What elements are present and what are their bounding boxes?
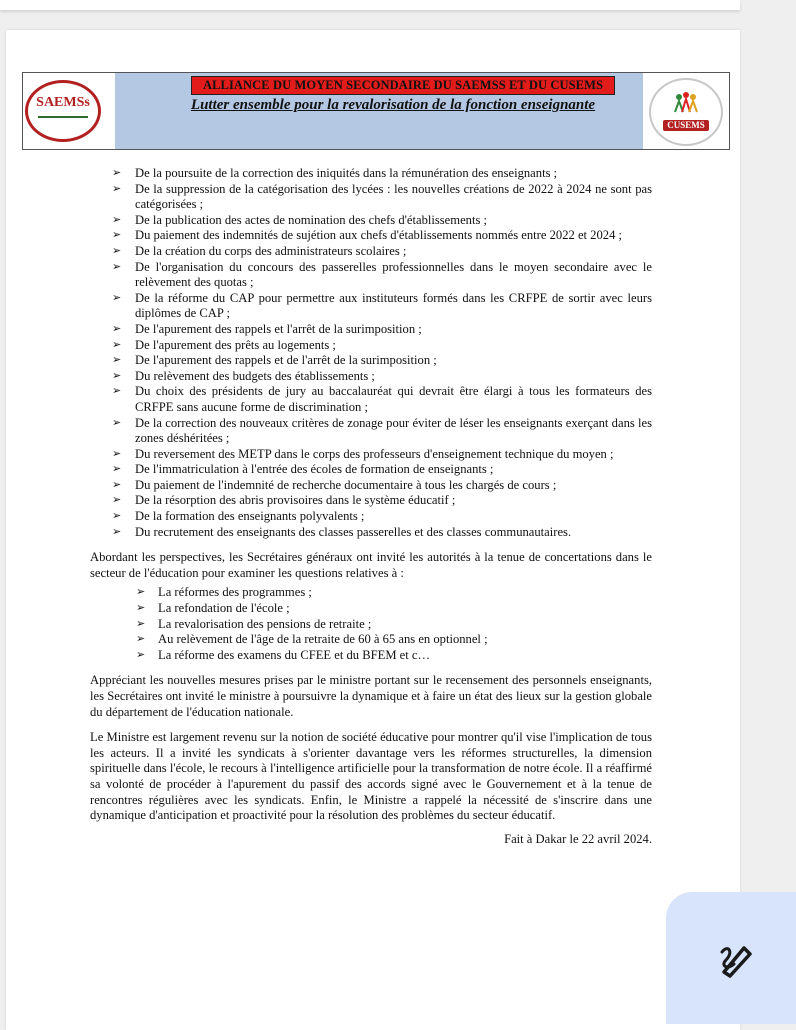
demand-item-text: Du reversement des METP dans le corps des professeurs d'enseignement technique du moyen ; (135, 446, 614, 461)
arrow-bullet-icon: ➢ (112, 213, 122, 226)
demand-item-text: De la résorption des abris provisoires dans le système éducatif ; (135, 493, 456, 508)
alliance-title: ALLIANCE DU MOYEN SECONDAIRE DU SAEMSS ET DU CUSEMS (191, 76, 615, 95)
arrow-bullet-icon: ➢ (112, 338, 122, 351)
arrow-bullet-icon: ➢ (112, 229, 122, 242)
perspective-item (136, 585, 652, 601)
arrow-bullet-icon: ➢ (112, 369, 122, 382)
slogan: Lutter ensemble pour la revalorisation de la fonction enseignante (190, 97, 596, 113)
demand-item-text: Du recrutement des enseignants des classes passerelles et des classes communautaires. (135, 524, 572, 539)
cusems-logo-label: CUSEMS (663, 120, 709, 131)
arrow-bullet-icon: ➢ (112, 244, 122, 257)
demand-item (112, 368, 652, 385)
arrow-bullet-icon: ➢ (112, 260, 122, 273)
arrow-bullet-icon: ➢ (136, 602, 146, 615)
demand-item-text: De la poursuite de la correction des iniquités dans la rémunération des enseignants ; (135, 166, 558, 180)
arrow-bullet-icon: ➢ (112, 291, 122, 304)
demand-item (112, 243, 652, 260)
arrow-bullet-icon: ➢ (112, 447, 122, 460)
demand-item-text: Du paiement des indemnités de sujétion aux chefs d'établissements nommés entre 2022 et 2024 ; (135, 228, 623, 243)
perspective-item-text: La refondation de l'école ; (158, 601, 290, 616)
arrow-bullet-icon: ➢ (112, 167, 122, 179)
demand-item (112, 228, 652, 244)
people-icon (673, 92, 699, 114)
edit-button[interactable] (666, 892, 796, 1024)
arrow-bullet-icon: ➢ (112, 416, 122, 429)
perspective-item-text: La réformes des programmes ; (158, 585, 312, 600)
previous-page-edge (0, 0, 740, 10)
demand-item-text: De la réforme du CAP pour permettre aux instituteurs formés dans les CRFPE de sortir avec leurs diplômes de CAP ; (135, 290, 652, 321)
perspective-item-text: La réforme des examens du CFEE et du BFEM et c… (158, 647, 431, 662)
demand-item (112, 181, 652, 213)
signature-line: Fait à Dakar le 22 avril 2024. (504, 831, 652, 846)
cusems-logo (649, 78, 723, 146)
arrow-bullet-icon: ➢ (136, 633, 146, 646)
demand-item (112, 259, 652, 291)
arrow-bullet-icon: ➢ (112, 385, 122, 398)
arrow-bullet-icon: ➢ (112, 182, 122, 195)
demand-item (112, 415, 652, 447)
demand-item (112, 462, 652, 478)
demand-item-text: De la suppression de la catégorisation des lycées : les nouvelles créations de 2022 à 2024 ne sont pas catégorisées ; (135, 181, 652, 212)
perspective-item (136, 616, 652, 633)
demand-item (112, 384, 652, 415)
demand-item-text: De la publication des actes de nomination des chefs d'établissements ; (135, 212, 487, 227)
arrow-bullet-icon: ➢ (112, 354, 122, 367)
perspectives-paragraph: Abordant les perspectives, les Secrétaires généraux ont invité les autorités à la tenue de concertations dans le secteur de l'éducation pour examiner les questions relatives à : (90, 550, 652, 580)
perspective-item (136, 601, 652, 617)
demand-item-text: De l'apurement des rappels et l'arrêt de la surimposition ; (135, 321, 422, 336)
arrow-bullet-icon: ➢ (112, 322, 122, 335)
demand-item (112, 493, 652, 509)
perspective-item-text: La revalorisation des pensions de retraite ; (158, 616, 372, 631)
arrow-bullet-icon: ➢ (112, 463, 122, 476)
arrow-bullet-icon: ➢ (136, 586, 146, 599)
arrow-bullet-icon: ➢ (112, 510, 122, 523)
demand-item (112, 509, 652, 525)
arrow-bullet-icon: ➢ (112, 525, 122, 538)
demand-item (112, 353, 652, 369)
demand-item-text: De la création du corps des administrateurs scolaires ; (135, 243, 407, 258)
demand-item (112, 166, 652, 182)
demand-item-text: Du choix des présidents de jury au baccalauréat qui devrait être élargi à tous les formateurs des CRFPE sans aucune forme de discrimination ; (135, 384, 652, 414)
demand-item-text: Du relèvement des budgets des établissements ; (135, 368, 375, 383)
perspective-item (136, 647, 652, 664)
appreciation-paragraph: Appréciant les nouvelles mesures prises par le ministre portant sur le recensement des personnels enseignants, les Secrétaires ont invité le ministre à poursuivre la dynamique et à faire un état des lieux sur la gestion globale du département de l'éducation nationale. (90, 673, 652, 719)
demand-item (112, 212, 652, 229)
minister-paragraph: Le Ministre est largement revenu sur la notion de société éducative pour montrer qu'il vise l'implication de tous les acteurs. Il a invité les syndicats à s'orienter davantage vers les réformes structurelles, la dimension spirituelle dans l'école, le recours à l'intelligence artificielle pour la transformation de notre école. Il a réaffirmé sa volonté de procéder à l'apurement du passif des accords signé avec le Gouvernement et à la tenue de rencontres régulières avec les syndicats. Enfin, le Ministre a rappelé la nécessité de s'inscrire dans une dynamique d'anticipation et proactivité pour la résolution des problèmes du secteur éducatif. (90, 730, 652, 823)
demand-item (112, 446, 652, 463)
demand-item-text: De l'apurement des prêts au logements ; (135, 337, 336, 352)
demand-item (112, 321, 652, 338)
saemss-logo-label: SAEMSs (36, 95, 90, 110)
demands-list (90, 166, 652, 540)
perspective-item (136, 632, 652, 648)
demand-item-text: De l'apurement des rappels et de l'arrêt de la surimposition ; (135, 353, 437, 368)
letterhead (22, 72, 730, 150)
document-body (90, 166, 652, 847)
demand-item (112, 290, 652, 322)
arrow-bullet-icon: ➢ (112, 494, 122, 507)
demand-item-text: De l'immatriculation à l'entrée des écoles de formation de enseignants ; (135, 462, 494, 477)
demand-item-text: De la correction des nouveaux critères de zonage pour éviter de léser les enseignants exerçant dans les zones déshéritées ; (135, 415, 652, 446)
logo-pen-mark (38, 116, 88, 118)
demand-item (112, 477, 652, 494)
perspective-item-text: Au relèvement de l'âge de la retraite de 60 à 65 ans en optionnel ; (158, 632, 488, 647)
arrow-bullet-icon: ➢ (112, 478, 122, 491)
arrow-bullet-icon: ➢ (136, 617, 146, 630)
edit-pen-icon (714, 938, 758, 982)
demand-item (112, 524, 652, 541)
perspectives-list (90, 585, 652, 663)
demand-item (112, 337, 652, 354)
arrow-bullet-icon: ➢ (136, 648, 146, 661)
demand-item-text: Du paiement de l'indemnité de recherche documentaire à tous les chargés de cours ; (135, 477, 557, 492)
saemss-logo (25, 80, 101, 142)
demand-item-text: De la formation des enseignants polyvalents ; (135, 509, 365, 524)
demand-item-text: De l'organisation du concours des passerelles professionnelles dans le moyen secondaire avec le relèvement des quotas ; (135, 259, 652, 290)
